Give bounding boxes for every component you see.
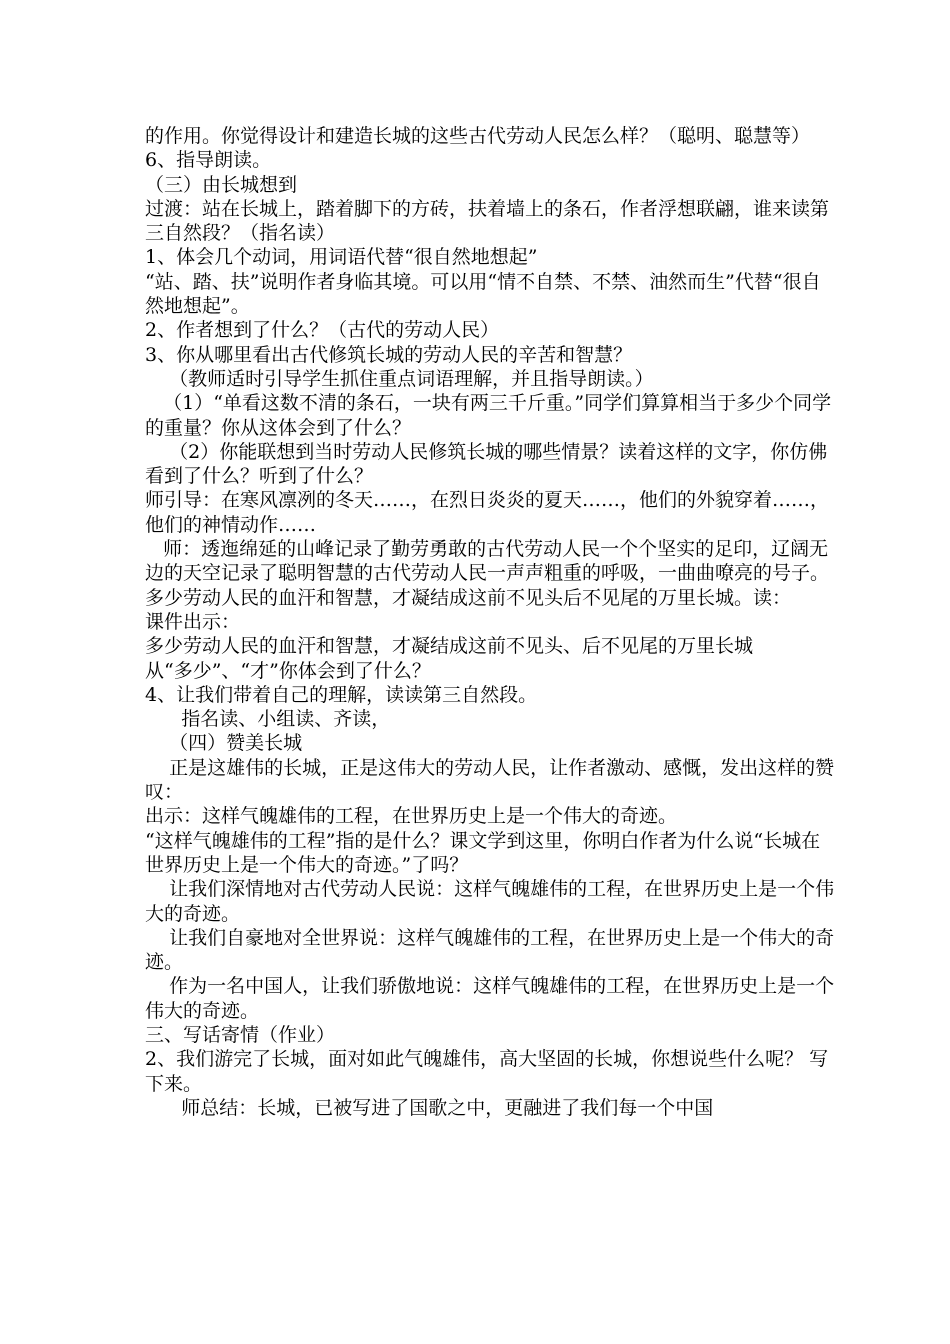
paragraph: 让我们自豪地对全世界说：这样气魄雄伟的工程，在世界历史上是一个伟大的奇迹。 — [145, 926, 835, 974]
paragraph: 3、你从哪里看出古代修筑长城的劳动人民的辛苦和智慧？ — [145, 343, 633, 366]
paragraph: 6、指导朗读。 — [145, 149, 272, 172]
paragraph: 作为一名中国人，让我们骄傲地说：这样气魄雄伟的工程，在世界历史上是一个伟大的奇迹。 — [145, 975, 835, 1022]
paragraph: 指名读、小组读、齐读， — [145, 708, 391, 731]
paragraph: （1）“单看这数不清的条石，一块有两三千斤重。”同学们算算相当于多少个同学的重量？你从这体会到了什么？ — [145, 392, 832, 439]
paragraph: 出示：这样气魄雄伟的工程，在世界历史上是一个伟大的奇迹。 — [145, 805, 678, 828]
paragraph: 2、作者想到了什么？（古代的劳动人民） — [145, 319, 500, 342]
paragraph: 三、写话寄情（作业） — [145, 1023, 336, 1046]
paragraph: 过渡：站在长城上，踏着脚下的方砖，扶着墙上的条石，作者浮想联翩，谁来读第三自然段？（指名读） — [145, 197, 830, 245]
paragraph: （教师适时引导学生抓住重点词语理解，并且指导朗读。） — [145, 367, 654, 390]
paragraph: （四）赞美长城 — [145, 732, 303, 755]
paragraph: （2）你能联想到当时劳动人民修筑长城的哪些情景？读着这样的文字，你仿佛看到了什么？听到了什么？ — [145, 440, 828, 488]
paragraph: 让我们深情地对古代劳动人民说：这样气魄雄伟的工程，在世界历史上是一个伟大的奇迹。 — [145, 878, 835, 925]
document-body — [145, 124, 835, 1120]
paragraph: 多少劳动人民的血汗和智慧，才凝结成这前不见头、后不见尾的万里长城 — [145, 635, 754, 658]
paragraph: “站、踏、扶”说明作者身临其境。可以用“情不自禁、不禁、油然而生”代替“很自然地想起”。 — [145, 270, 821, 318]
paragraph: （三）由长城想到 — [145, 173, 298, 196]
paragraph: 从“多少”、“才”你体会到了什么？ — [145, 659, 431, 682]
paragraph: “这样气魄雄伟的工程”指的是什么？课文学到这里，你明白作者为什么说“长城在世界历史上是一个伟大的奇迹。”了吗？ — [145, 829, 821, 876]
paragraph: 4、让我们带着自己的理解，读读第三自然段。 — [145, 683, 538, 706]
paragraph: 1、体会几个动词，用词语代替“很自然地想起” — [145, 246, 538, 269]
paragraph: 师：透迤绵延的山峰记录了勤劳勇敢的古代劳动人民一个个坚实的足印，辽阔无边的天空记录了聪明智慧的古代劳动人民一声声粗重的呼吸，一曲曲嘹亮的号子。多少劳动人民的血汗和智慧，才凝结成这前不见头后不见尾的万里长城。读： — [145, 538, 830, 609]
paragraph: 师总结：长城，已被写进了国歌之中，更融进了我们每一个中国 — [145, 1096, 714, 1119]
paragraph: 师引导：在寒风凛冽的冬天……，在烈日炎炎的夏天……，他们的外貌穿着……，他们的神情动作…… — [145, 489, 830, 536]
paragraph: 2、我们游完了长城，面对如此气魄雄伟，高大坚固的长城，你想说些什么呢？ 写下来。 — [145, 1048, 829, 1095]
paragraph: 的作用。你觉得设计和建造长城的这些古代劳动人民怎么样？（聪明、聪慧等） — [145, 125, 811, 147]
paragraph: 正是这雄伟的长城，正是这伟大的劳动人民，让作者激动、感慨，发出这样的赞叹： — [145, 756, 835, 804]
paragraph: 课件出示： — [145, 610, 241, 633]
